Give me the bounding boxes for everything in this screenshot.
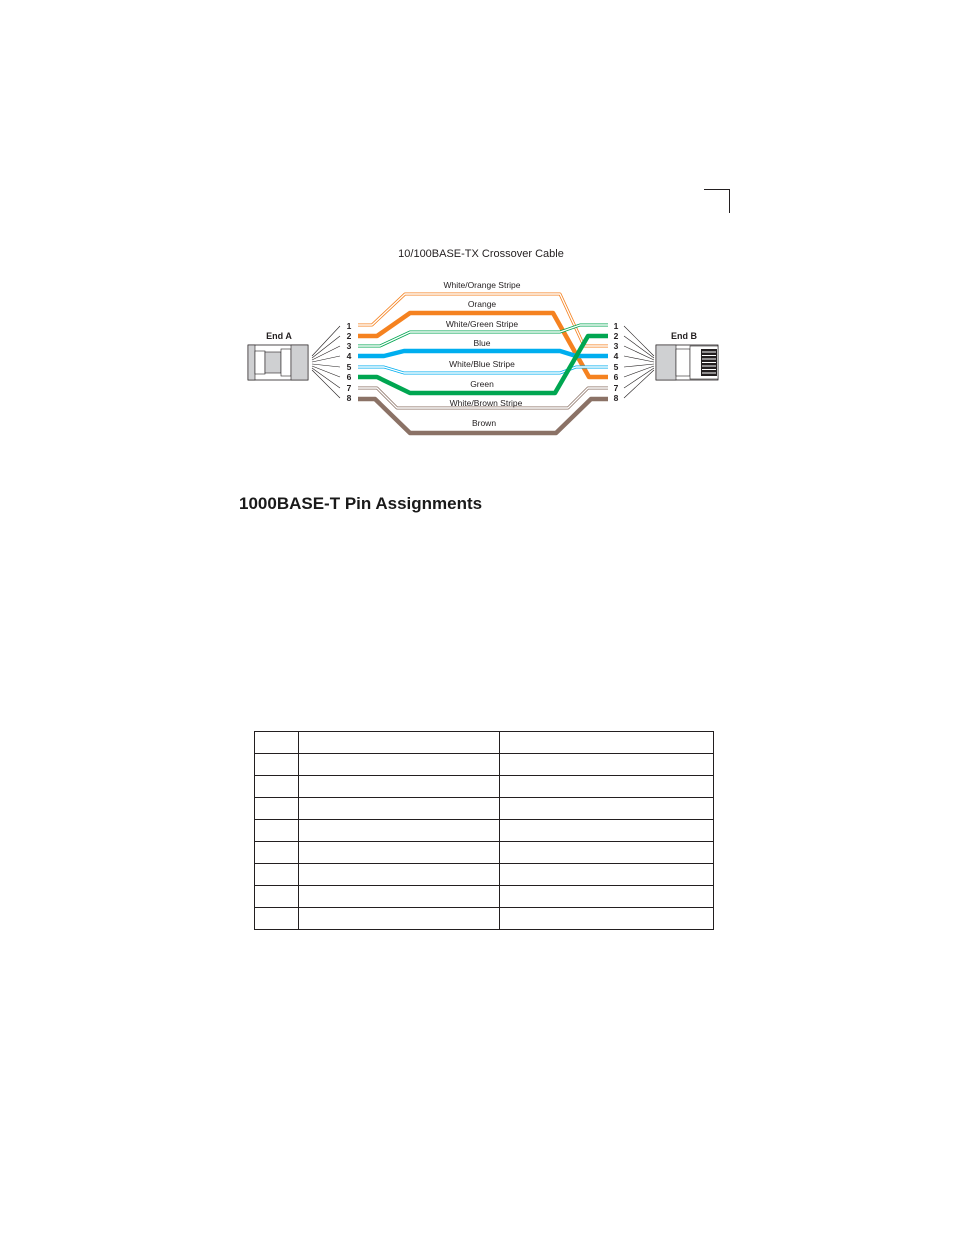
wire-label: White/Blue Stripe	[449, 359, 515, 369]
table-cell	[299, 886, 500, 908]
table-row	[255, 732, 714, 754]
table-row	[255, 798, 714, 820]
table-cell	[299, 732, 500, 754]
pin-numbers-end-b	[614, 321, 619, 403]
table-row	[255, 776, 714, 798]
end-a-label: End A	[266, 331, 292, 341]
table-cell	[255, 798, 299, 820]
pin-number: 2	[346, 331, 352, 341]
crossover-cable-diagram	[0, 0, 954, 480]
table-row	[255, 864, 714, 886]
pin-number: 4	[613, 351, 619, 361]
wire-label: Blue	[473, 338, 491, 348]
pin-number: 7	[613, 383, 619, 393]
table-cell	[500, 886, 714, 908]
pin-number: 7	[346, 383, 352, 393]
table-cell	[299, 798, 500, 820]
end-a-fan-lines	[312, 326, 340, 398]
table-cell	[255, 732, 299, 754]
pin-number: 5	[613, 362, 619, 372]
table-cell	[500, 754, 714, 776]
table-row	[255, 886, 714, 908]
pin-numbers-end-a	[347, 321, 352, 403]
table-cell	[255, 776, 299, 798]
pin-assignment-table	[254, 731, 714, 930]
table-cell	[299, 776, 500, 798]
end-a-connector	[248, 345, 308, 380]
table-cell	[500, 864, 714, 886]
table-cell	[500, 842, 714, 864]
wire-blue	[358, 351, 608, 356]
wire-label: Green	[470, 379, 494, 389]
table-body	[255, 732, 714, 930]
table-cell	[500, 798, 714, 820]
pin-number: 2	[613, 331, 619, 341]
pin-number: 1	[613, 321, 619, 331]
table-cell	[299, 820, 500, 842]
wire-label: White/Brown Stripe	[449, 398, 523, 408]
table-row	[255, 820, 714, 842]
pin-number: 6	[346, 372, 352, 382]
pin-number: 1	[346, 321, 352, 331]
table-cell	[255, 842, 299, 864]
table-row	[255, 754, 714, 776]
table-cell	[299, 864, 500, 886]
table-cell	[500, 908, 714, 930]
table-row	[255, 842, 714, 864]
pin-number: 6	[613, 372, 619, 382]
table-cell	[500, 820, 714, 842]
pin-number: 3	[346, 341, 352, 351]
wire-label: Orange	[467, 299, 497, 309]
table-cell	[255, 886, 299, 908]
end-b-connector	[656, 345, 718, 380]
table-cell	[255, 908, 299, 930]
pin-number: 4	[346, 351, 352, 361]
wire-label: White/Orange Stripe	[443, 280, 521, 290]
pin-number: 8	[613, 393, 619, 403]
pin-number: 8	[346, 393, 352, 403]
table-cell	[299, 842, 500, 864]
wire-label: White/Green Stripe	[445, 319, 519, 329]
wire-labels	[443, 280, 522, 428]
table-cell	[299, 908, 500, 930]
end-b-fan-lines	[624, 326, 654, 398]
diagram-title: 10/100BASE-TX Crossover Cable	[398, 248, 564, 260]
table-cell	[500, 732, 714, 754]
table-row	[255, 908, 714, 930]
table-cell	[255, 864, 299, 886]
pin-number: 5	[346, 362, 352, 372]
table-cell	[500, 776, 714, 798]
table-cell	[255, 820, 299, 842]
table-cell	[299, 754, 500, 776]
wire-label: Brown	[471, 418, 497, 428]
table-cell	[255, 754, 299, 776]
pin-number: 3	[613, 341, 619, 351]
section-heading: 1000BASE-T Pin Assignments	[239, 494, 483, 513]
end-b-label: End B	[671, 331, 697, 341]
